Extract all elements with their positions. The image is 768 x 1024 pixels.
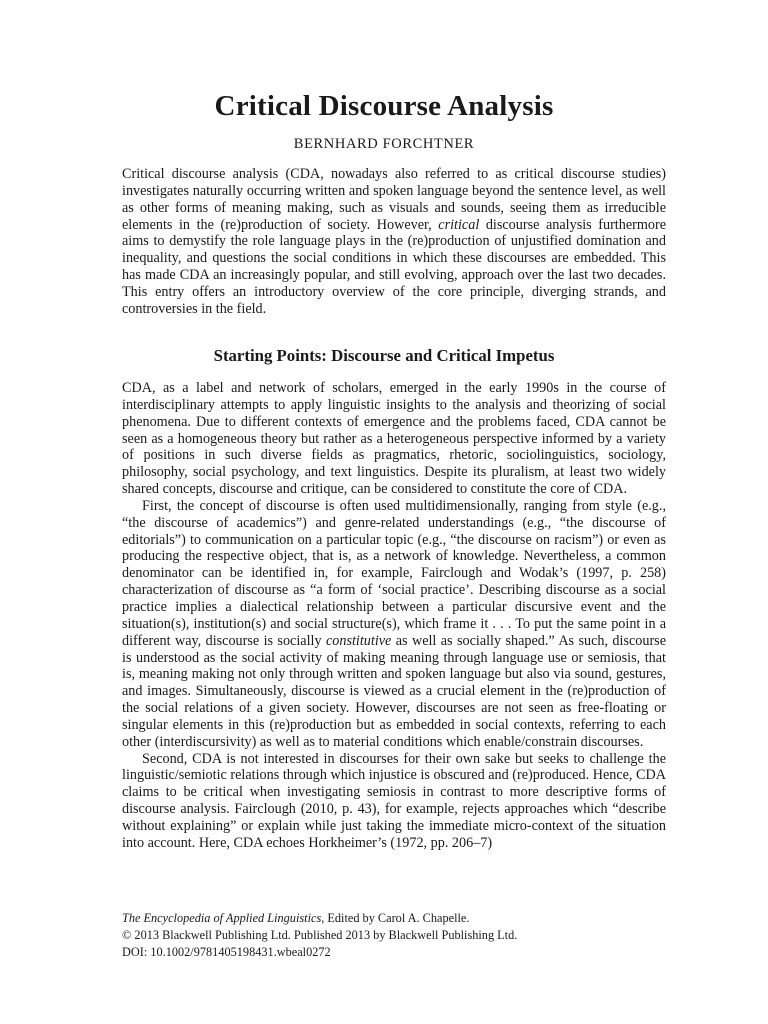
abstract-text-b: discourse analysis furthermore aims to demystify the role language plays in the (re)production of unjustified domination and inequality, and questions the social conditions in which these discourses are embedded. This has made CDA an increasingly popular, and still evolving, approach over the last two decades. This entry offers an introductory overview of the core principle, diverging strands, and controversies in the field. [122, 216, 666, 317]
paragraph-2-text-b: as well as socially shaped.” As such, discourse is understood as the social activity of making meaning through language use or semiosis, that is, meaning making not only through written and spoken language but also via sound, gestures, and images. Simultaneously, discourse is viewed as a crucial element in the (re)production of the social relations of a given society. However, discourses are not seen as free-floating or singular elements in this (re)production but as embedded in social contexts, referring to each other (interdiscursivity) as well as to material conditions which enable/constrain discourses. [122, 632, 666, 750]
paragraph-2-emphasis: constitutive [325, 632, 392, 649]
author-name: BERNHARD FORCHTNER [293, 136, 475, 152]
section-body [122, 380, 666, 852]
encyclopedia-title: The Encyclopedia of Applied Linguistics [122, 911, 322, 925]
abstract [122, 166, 666, 318]
publication-footer [122, 910, 666, 961]
section-paragraph-3: Second, CDA is not interested in discourses for their own sake but seeks to challenge the linguistic/semiotic relations through which injustice is obscured and (re)produced. Hence, CDA claims to be critical when investigating semiosis in contrast to more descriptive forms of discourse analysis. Fairclough (2010, p. 43), for example, rejects approaches which “describe without explaining” or explain while just taking the immediate micro-context of the situation into account. Here, CDA echoes Horkheimer’s (1972, pp. 206–7) [122, 750, 666, 851]
abstract-emphasis: critical [438, 216, 480, 233]
abstract-paragraph [122, 166, 666, 318]
footer-copyright: © 2013 Blackwell Publishing Ltd. Published 2013 by Blackwell Publishing Ltd. [122, 928, 518, 942]
footer-editor: , Edited by Carol A. Chapelle. [321, 911, 470, 925]
section-paragraph-1: CDA, as a label and network of scholars, emerged in the early 1990s in the course of interdisciplinary attempts to apply linguistic insights to the analysis and theorizing of social phenomena. Due to different contexts of emergence and the problems faced, CDA cannot be seen as a homogeneous theory but rather as a heterogeneous perspective informed by a variety of positions in such diverse fields as pragmatics, rhetoric, sociolinguistics, sociology, philosophy, social psychology, and text linguistics. Despite its pluralism, at least two widely shared concepts, discourse and critique, can be considered to constitute the core of CDA. [122, 380, 666, 498]
abstract-text-a: Critical discourse analysis (CDA, nowadays also referred to as critical discourse studies) investigates naturally occurring written and spoken language beyond the sentence level, as well as other forms of meaning making, such as visuals and sounds, seeing them as irreducible elements in the (re)production of society. However, [122, 166, 666, 233]
article-title: Critical Discourse Analysis [214, 90, 554, 122]
footer-doi: DOI: 10.1002/9781405198431.wbeal0272 [122, 945, 331, 959]
section-paragraph-2 [122, 498, 666, 751]
footer-citation [122, 910, 666, 927]
section-heading: Starting Points: Discourse and Critical Impetus [213, 346, 555, 365]
paragraph-2-text-a: First, the concept of discourse is often used multidimensionally, ranging from style (e.g., “the discourse of academics”) and genre-related understandings (e.g., “the discourse of editorials”) to communication on a particular topic (e.g., “the discourse on racism”) or even as producing the respective object, that is, as a network of knowledge. Nevertheless, a common denominator can be identified in, for example, Fairclough and Wodak’s (1997, p. 258) characterization of discourse as “a form of ‘social practice’. Describing discourse as a social practice implies a dialectical relationship between a particular discursive event and the situation(s), institution(s) and social structure(s), which frame it . . . To put the same point in a different way, discourse is socially [122, 497, 666, 649]
